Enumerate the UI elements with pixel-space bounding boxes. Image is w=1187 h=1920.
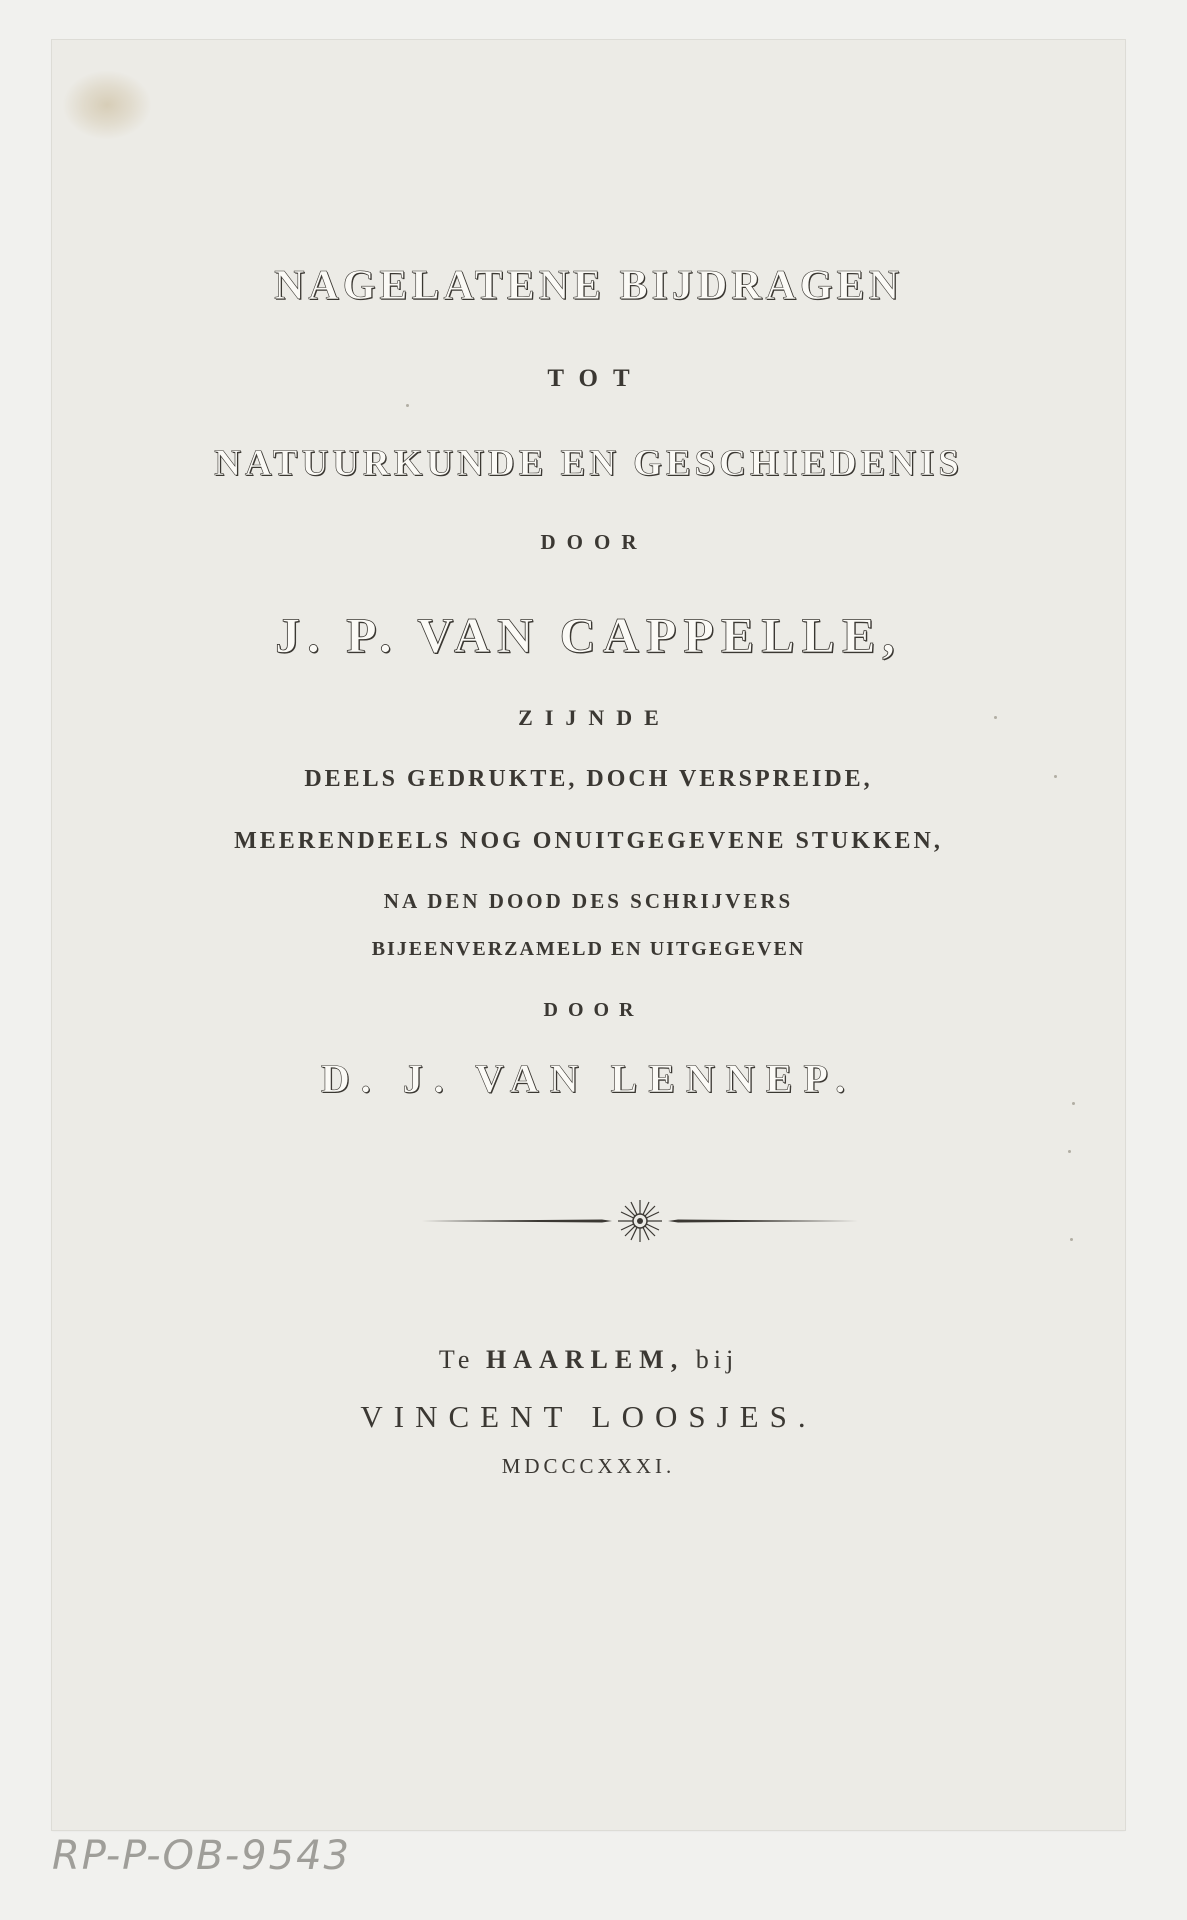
author-name: J. P. VAN CAPPELLE, (275, 607, 902, 663)
imprint-te: Te (438, 1345, 475, 1374)
paper-speck (1054, 775, 1057, 778)
imprint-year: MDCCCXXXI. (501, 1454, 676, 1478)
editor-by-line-door: DOOR (543, 999, 644, 1021)
editor-name: D. J. VAN LENNEP. (320, 1056, 857, 1101)
paper-speck (1070, 1238, 1073, 1241)
imprint-publisher: VINCENT LOOSJES. (360, 1399, 817, 1434)
description-line-3: NA DEN DOOD DES SCHRIJVERS (383, 889, 794, 913)
description-line-1: DEELS GEDRUKTE, DOCH VERSPREIDE, (304, 766, 873, 792)
imprint-place (52, 1345, 1125, 1375)
star-rule-ornament (422, 1198, 858, 1244)
inventory-number: RP-P-OB-9543 (52, 1833, 351, 1879)
paper-speck (1072, 1102, 1075, 1105)
paper-speck (406, 404, 409, 407)
paper-speck (1068, 1150, 1071, 1153)
foxing-stain (62, 70, 152, 140)
title-page-sheet (52, 40, 1125, 1830)
description-line-2: MEERENDEELS NOG ONUITGEGEVENE STUKKEN, (234, 828, 943, 854)
paper-speck (994, 716, 997, 719)
by-line-door: DOOR (540, 530, 648, 554)
connector-zijnde: ZIJNDE (518, 705, 671, 730)
book-subject: NATUURKUNDE EN GESCHIEDENIS (214, 443, 963, 484)
book-title: NAGELATENE BIJDRAGEN (274, 263, 903, 309)
description-line-4: BIJEENVERZAMELD EN UITGEGEVEN (371, 938, 806, 960)
imprint-city: HAARLEM, (485, 1345, 685, 1374)
imprint-bij: bij (695, 1345, 739, 1374)
connector-tot: TOT (547, 365, 645, 392)
